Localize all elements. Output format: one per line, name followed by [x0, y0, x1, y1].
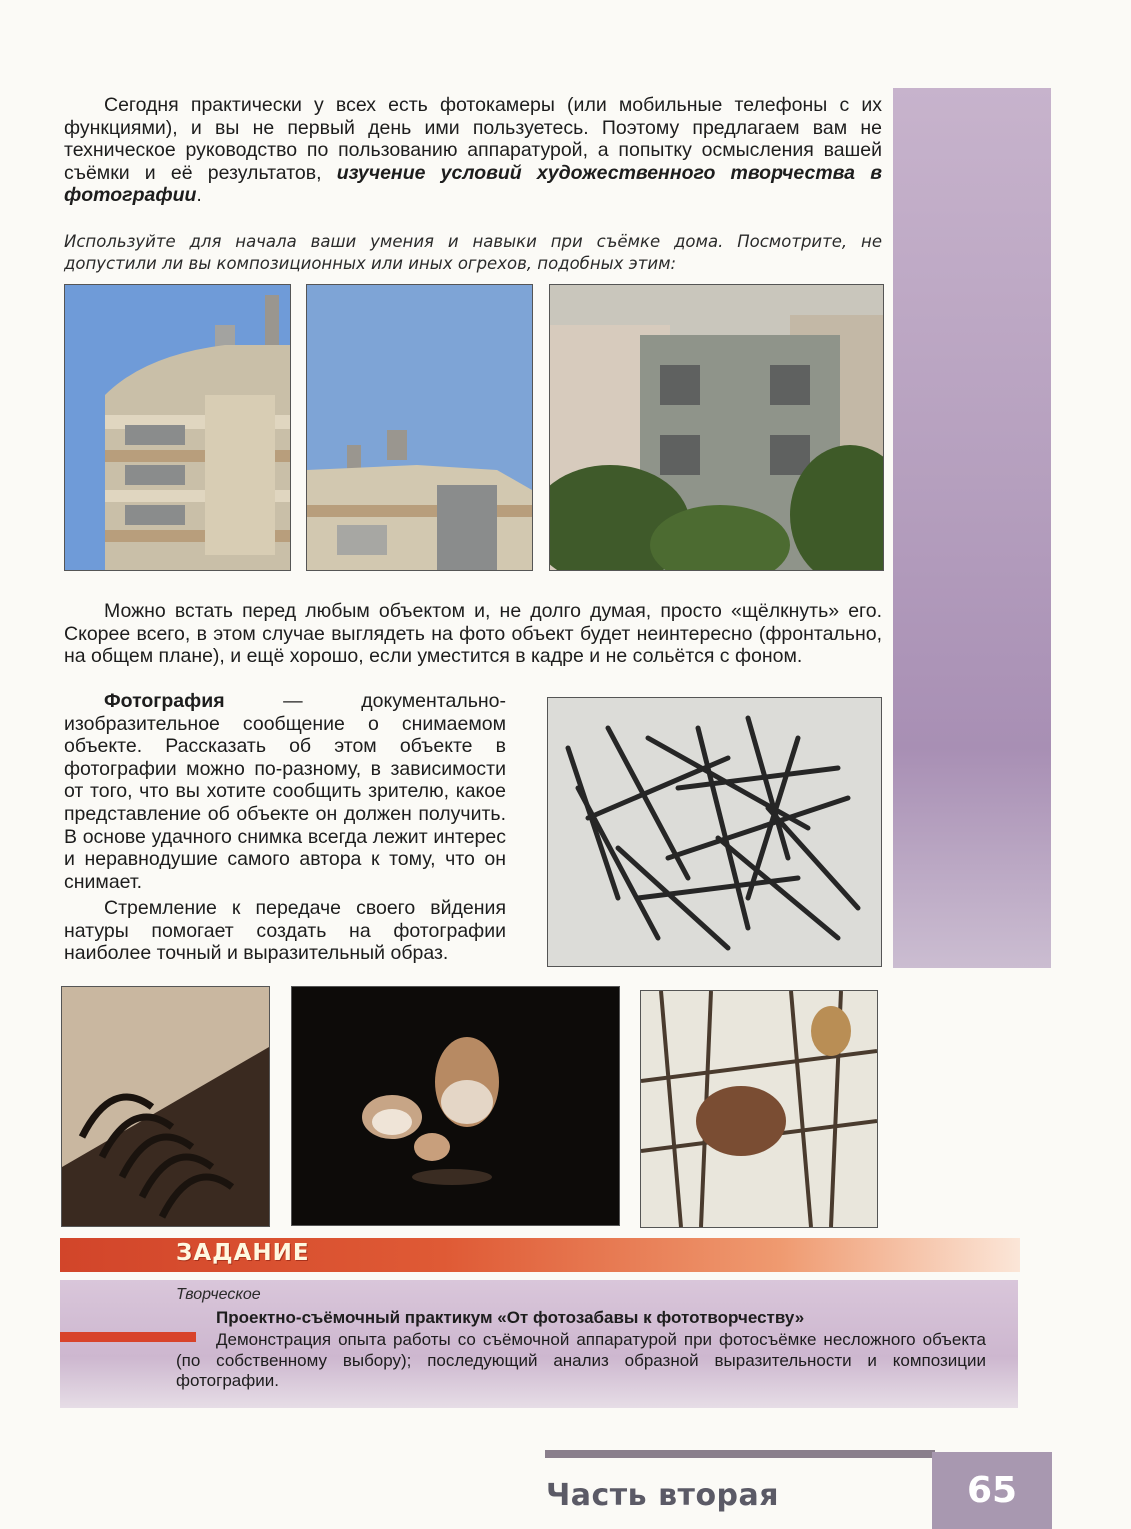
paragraph-4: Стремление к передаче своего вйдения натуры помогает создать на фотографии наиболее точный и выразительный образ. — [64, 897, 506, 965]
intro-paragraph: Сегодня практически у всех есть фотокамеры (или мобильные телефоны с их функциями), и вы не первый день ими пользуетесь. Поэтому предлагаем вам не техническое руководство по пользованию аппаратурой, а попытку осмысления вашей съёмки и её результатов, изучение условий художественного творчества в фотографии. — [64, 94, 882, 207]
task-heading: ЗАДАНИЕ — [176, 1240, 310, 1266]
photo-screws — [547, 697, 882, 967]
term-photography: Фотография — [104, 690, 225, 712]
photo-building-trees — [549, 284, 884, 571]
photo-eggshell — [291, 986, 620, 1226]
task-type: Творческое — [176, 1286, 261, 1303]
instruction-note: Используйте для начала ваши умения и навыки при съёмке дома. Посмотрите, не допустили ли вы композиционных или иных огрехов, подобных этим: — [64, 232, 882, 273]
decorative-side-band — [893, 88, 1051, 968]
paragraph-2: Можно встать перед любым объектом и, не долго думая, просто «щёлкнуть» его. Скорее всего, в этом случае выглядеть на фото объект будет неинтересно (фронтально, на общем плане), и ещё хорошо, если уместится в кадре и не сольётся с фоном. — [64, 600, 882, 668]
photo-spiral-binding — [61, 986, 270, 1227]
footer-divider — [545, 1450, 935, 1458]
photo-building-round — [64, 284, 291, 571]
task-description: Демонстрация опыта работы со съёмочной аппаратурой при фотосъёмке несложного объекта (по собственному выбору); последующий анализ образной выразительности и композиции фотографии. — [176, 1330, 986, 1390]
intro-emphasis: изучение условий художественного творчества в фотографии — [64, 161, 882, 207]
photo-building-low — [306, 284, 533, 571]
footer-section-title: Часть вторая — [546, 1478, 780, 1513]
photo-winter-tree — [640, 990, 878, 1228]
page-number: 65 — [966, 1470, 1018, 1511]
task-name: Проектно-съёмочный практикум «От фотозабавы к фототворчеству» — [216, 1308, 805, 1327]
paragraph-3: Фотография — документально-изобразительное сообщение о снимаемом объекте. Рассказать об этом объекте в фотографии можно по-разному, в зависимости от того, что вы хотите сообщить зрителю, какое представление об объекте он должен получить. В основе удачного снимка всегда лежит интерес и неравнодушие самого автора к тому, что он снимает. — [64, 690, 506, 893]
